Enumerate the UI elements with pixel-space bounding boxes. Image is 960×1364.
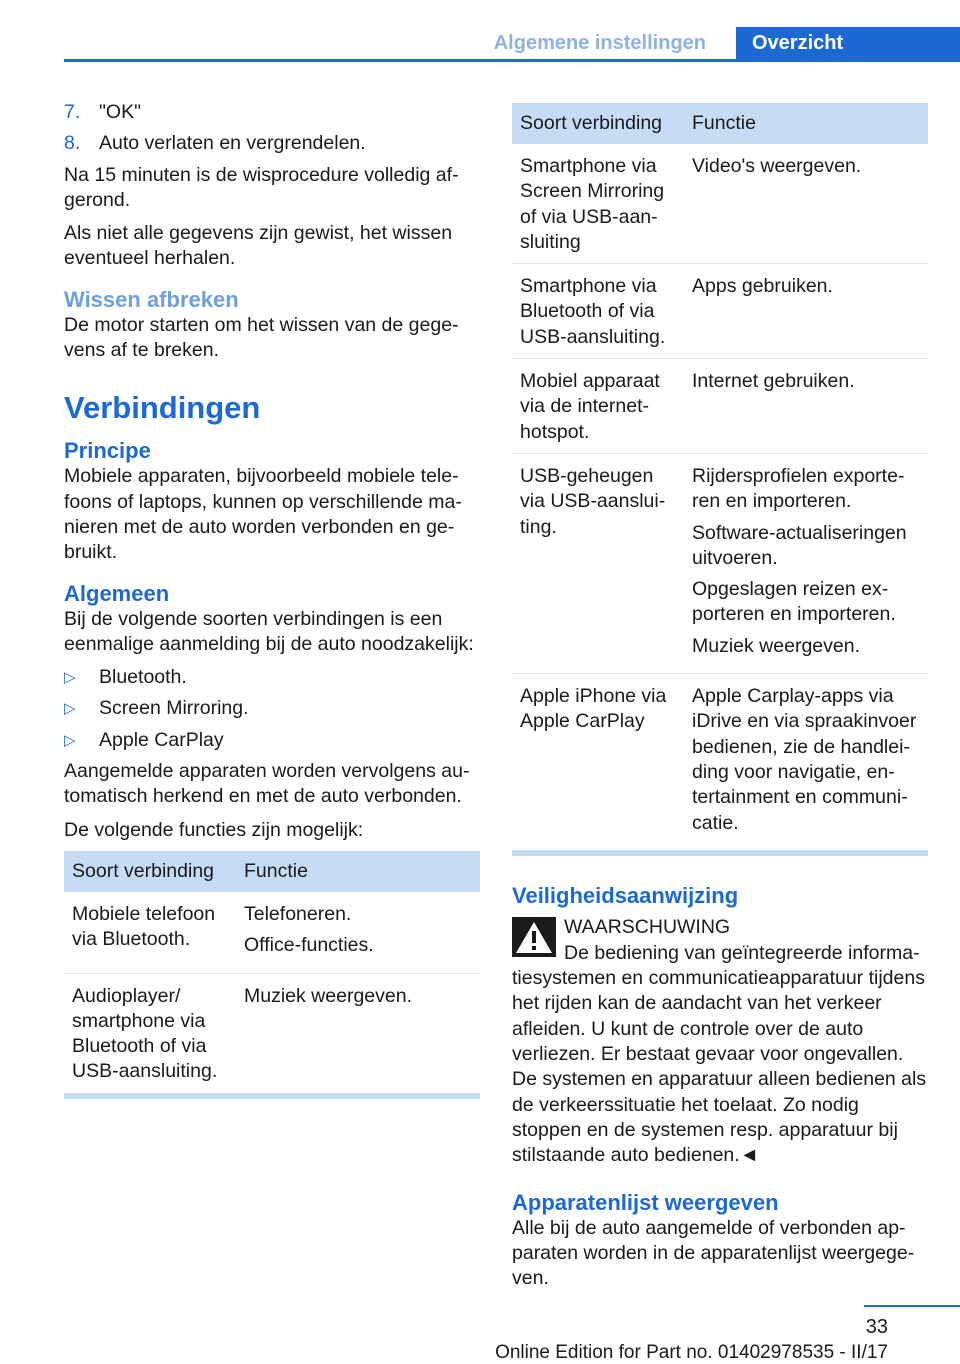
table-cell-function [684, 453, 928, 673]
triangle-bullet-icon: ▷ [64, 731, 76, 749]
table-cell-type: Apple iPhone via Apple CarPlay [520, 685, 667, 733]
bullet-item [64, 696, 480, 721]
page-number: 33 [865, 1316, 888, 1338]
left-column [64, 100, 480, 1099]
heading-algemeen: Algemeen [64, 580, 170, 606]
table-cell-type: Smartphone via Screen Mirroring of via USB-aansluiting [512, 144, 684, 264]
table-cell-function [684, 359, 928, 454]
function-text: Software-actualiseringen uitvoeren. [692, 521, 907, 569]
footer-edition: Online Edition for Part no. 01402978535 - II/17 [495, 1342, 888, 1363]
bullet-item [64, 728, 480, 753]
table-bottom-rule [64, 1093, 480, 1099]
table-row [512, 453, 928, 673]
table-bottom-rule [512, 850, 928, 856]
table-header: Functie [684, 103, 928, 144]
triangle-bullet-icon: ▷ [64, 700, 76, 718]
function-text: Office-functies. [244, 934, 374, 957]
warning-triangle-icon [512, 917, 556, 957]
footer-divider [864, 1305, 960, 1307]
right-column [512, 103, 928, 1299]
bullet-text: Screen Mirroring. [99, 697, 249, 720]
heading-apparatenlijst: Apparatenlijst weergeven [512, 1189, 779, 1215]
paragraph: De volgende functies zijn mogelijk: [64, 818, 364, 841]
function-text: Rijdersprofielen exporteren en importeren. [692, 464, 905, 513]
function-text: Muziek weergeven. [244, 984, 412, 1007]
list-text: "OK" [99, 101, 142, 123]
function-text: Apple Carplay-apps via iDrive en via spraakinvoer bedienen, zie de handleiding voor navigatie, entertainment en communicatie. [692, 685, 917, 834]
table-cell-type: USB-geheugen via USB-aansluiting. [512, 453, 684, 673]
functions-table-right [512, 103, 928, 850]
function-text: Video's weergeven. [692, 155, 862, 177]
list-text: Auto verlaten en vergrendelen. [99, 132, 366, 155]
heading-veiligheidsaanwijzing: Veiligheidsaanwijzing [512, 882, 739, 908]
warning-title: WAARSCHUWING [564, 915, 731, 938]
table-cell-function [684, 264, 928, 359]
header-divider [64, 59, 960, 62]
page-header [0, 0, 960, 62]
heading-verbindingen: Verbindingen [64, 390, 261, 426]
bullet-text: Apple CarPlay [99, 728, 224, 751]
table-row [512, 359, 928, 454]
heading-wissen-afbreken: Wissen afbreken [64, 286, 239, 312]
function-text: Opgeslagen reizen exporteren en importeren. [692, 578, 896, 626]
list-number: 7. [64, 101, 81, 123]
warning-text: De bediening van geïntegreerde informatiesystemen en communicatieapparatuur tijdens het rijden kan de aandacht van het verkeer afleiden. U kunt de controle over de auto verliezen. Er bestaat gevaar voor ongevallen. De systemen en apparatuur alleen bedienen als de verkeerssituatie het toelaat. Zo nodig stoppen en de systemen resp. apparatuur bij stilstaande auto bedienen.◄ [512, 941, 927, 1167]
table-header: Functie [236, 851, 480, 892]
triangle-bullet-icon: ▷ [64, 669, 76, 687]
function-text: Apps gebruiken. [692, 275, 833, 298]
function-text: Telefoneren. [244, 902, 352, 925]
table-row [512, 674, 928, 850]
paragraph: Alle bij de auto aangemelde of verbonden apparaten worden in de apparatenlijst weergegeven. [512, 1216, 915, 1290]
table-cell-function [236, 892, 480, 973]
table-row [64, 973, 480, 1093]
function-text: Muziek weergeven. [692, 634, 860, 657]
paragraph: Aangemelde apparaten worden vervolgens automatisch herkend en met de auto verbonden. [64, 760, 470, 808]
table-cell-type: Smartphone via Bluetooth of via USB-aansluiting. [512, 264, 684, 359]
function-text: Internet gebruiken. [692, 370, 855, 393]
paragraph: Als niet alle gegevens zijn gewist, het wissen eventueel herhalen. [64, 222, 453, 270]
bullet-text: Bluetooth. [99, 666, 187, 689]
table-cell-type: Audioplayer/ smartphone via Bluetooth of via USB-aansluiting. [72, 984, 218, 1083]
table-header: Soort verbinding [64, 851, 236, 892]
list-number: 8. [64, 132, 81, 155]
paragraph: Na 15 minuten is de wisprocedure volledig afgerond. [64, 163, 459, 211]
table-cell-function [684, 144, 928, 264]
table-cell-function [236, 973, 480, 1093]
heading-principe: Principe [64, 438, 151, 464]
paragraph: Bij de volgende soorten verbindingen is een eenmalige aanmelding bij de auto noodzakelijk: [64, 607, 474, 655]
bullet-item [64, 665, 480, 690]
table-header: Soort verbinding [512, 103, 684, 144]
paragraph: Mobiele apparaten, bijvoorbeeld mobiele telefoons of laptops, kunnen op verschillende manieren met de auto worden verbonden en gebruikt. [64, 465, 462, 564]
list-item [64, 100, 480, 125]
header-section-title: Algemene instellingen [493, 32, 706, 54]
table-cell-function [684, 674, 928, 850]
table-row [64, 892, 480, 973]
functions-table-left [64, 851, 480, 1093]
table-row [512, 264, 928, 359]
table-cell-type: Mobiel apparaat via de internethotspot. [512, 359, 684, 454]
table-row [512, 144, 928, 264]
paragraph: De motor starten om het wissen van de gegevens af te breken. [64, 313, 459, 362]
header-tab-overzicht[interactable]: Overzicht [736, 27, 960, 59]
table-cell-type: Mobiele telefoon via Bluetooth. [64, 892, 236, 973]
list-item [64, 131, 480, 156]
